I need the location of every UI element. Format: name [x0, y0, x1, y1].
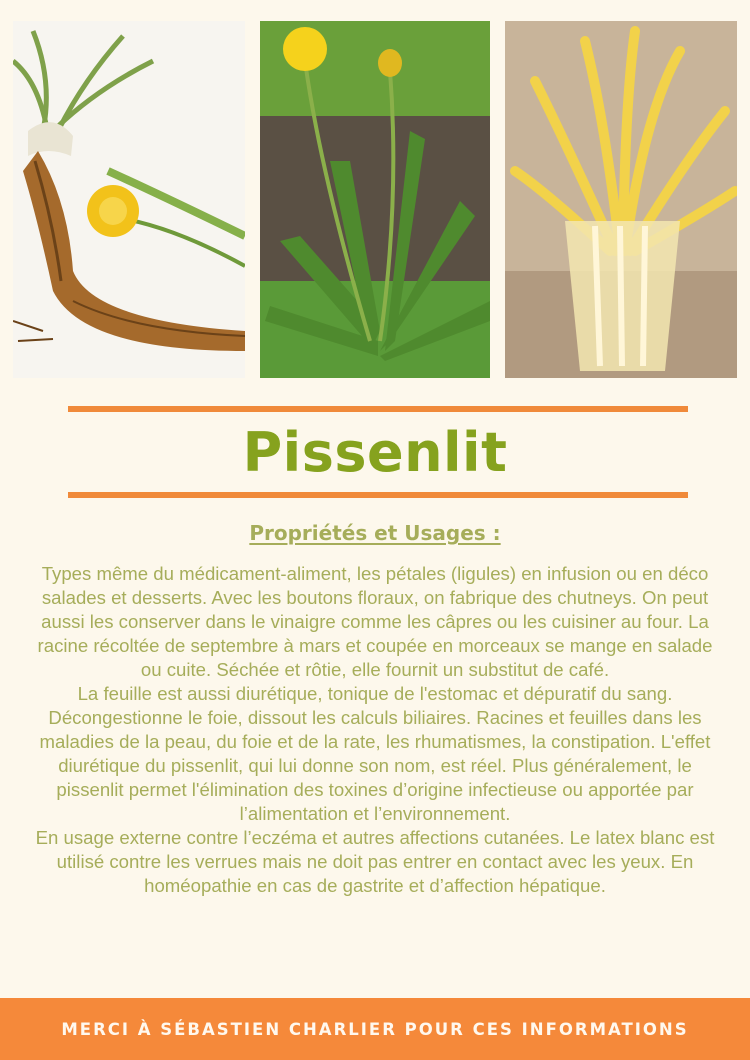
paragraph: Types même du médicament-aliment, les pétales (ligules) en infusion ou en déco salades et desserts. Avec les boutons floraux, on fabrique des chutneys. On peut aussi les conserver dans le vinaigre comme les câpres ou les cuisiner au four. La racine récoltée de septembre à mars et coupée en morceaux se mange en salade ou cuite. Séchée et rôtie, elle fournit un substitut de café.: [37, 563, 713, 680]
section-heading: Propriétés et Usages :: [249, 521, 501, 545]
paragraph: La feuille est aussi diurétique, tonique de l'estomac et dépuratif du sang. Décongestionne le foie, dissout les calculs biliaires. Racines et feuilles dans les maladies de la peau, du foie et de la rate, les rhumatismes, la constipation. L'effet diurétique du pissenlit, qui lui donne son nom, est réel. Plus généralement, le pissenlit permet l'élimination des toxines d’origine infectieuse ou apportée par l’alimentation et l’environnement.: [39, 683, 711, 824]
paragraph: En usage externe contre l’eczéma et autres affections cutanées. Le latex blanc est utilisé contre les verrues mais ne doit pas entrer en contact avec les yeux. En homéopathie en cas de gastrite et d’affection hépatique.: [35, 827, 715, 896]
page-title: Pissenlit: [242, 421, 508, 484]
top-divider: [68, 406, 688, 412]
dandelion-root-photo: [13, 21, 245, 378]
bottom-divider: [68, 492, 688, 498]
dandelion-plant-photo: [260, 21, 490, 378]
footer-credit: MERCI À SÉBASTIEN CHARLIER POUR CES INFORMATIONS: [61, 1019, 689, 1039]
dandelion-blanched-leaves-photo: [505, 21, 737, 378]
body-text: [34, 562, 716, 898]
footer-banner: [0, 998, 750, 1060]
